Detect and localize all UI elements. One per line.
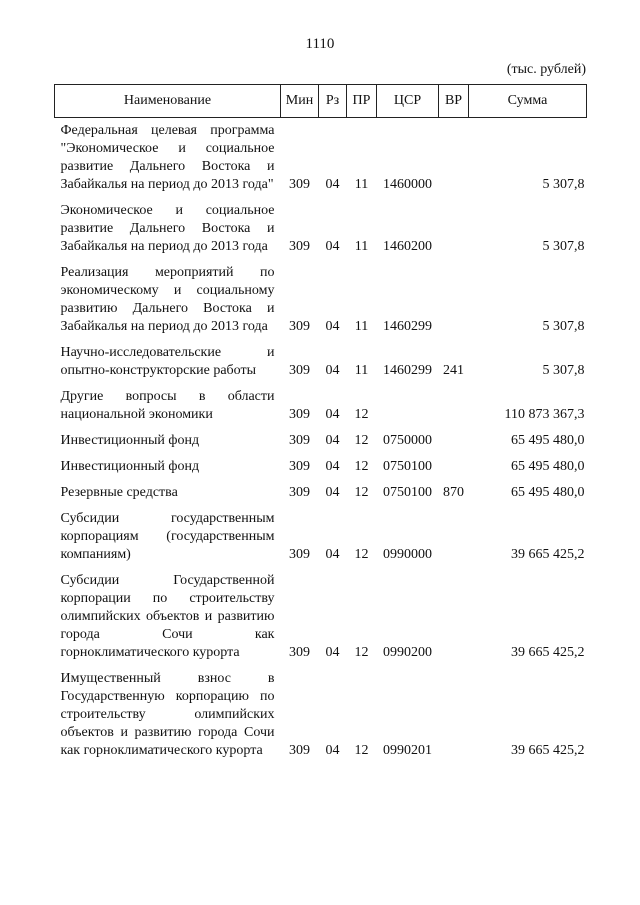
row-rz: 04 — [325, 363, 340, 378]
table-row — [55, 506, 587, 568]
row-min: 309 — [289, 459, 310, 474]
row-min: 309 — [289, 433, 310, 448]
row-pr: 12 — [354, 407, 369, 422]
table-row — [55, 480, 587, 506]
row-csr: 1460200 — [383, 239, 432, 254]
row-rz: 04 — [325, 239, 340, 254]
row-vr: 870 — [443, 485, 464, 500]
row-name: Другие вопросы в области национальной экономики — [60, 389, 275, 422]
row-rz: 04 — [325, 319, 340, 334]
page-number: 1110 — [305, 36, 335, 52]
table-row — [55, 118, 587, 199]
row-min: 309 — [289, 743, 310, 758]
row-name: Инвестиционный фонд — [60, 459, 200, 474]
table-row — [55, 260, 587, 340]
row-csr: 1460000 — [383, 177, 432, 192]
row-sum: 39 665 425,2 — [511, 547, 585, 562]
row-min: 309 — [289, 485, 310, 500]
row-name: Экономическое и социальное развитие Дальнего Востока и Забайкалья на период до 2013 года — [60, 203, 275, 254]
row-vr — [439, 118, 469, 199]
row-vr — [439, 568, 469, 666]
row-rz: 04 — [325, 459, 340, 474]
row-vr — [439, 454, 469, 480]
row-min: 309 — [289, 239, 310, 254]
header-pr: ПР — [347, 85, 377, 118]
header-rz: Рз — [319, 85, 347, 118]
row-pr: 11 — [354, 363, 369, 378]
row-csr: 0750000 — [383, 433, 432, 448]
row-csr: 0990201 — [383, 743, 432, 758]
table-row — [55, 340, 587, 384]
row-csr: 0990200 — [383, 645, 432, 660]
row-rz: 04 — [325, 433, 340, 448]
row-vr — [439, 666, 469, 764]
row-min: 309 — [289, 319, 310, 334]
row-pr: 12 — [354, 459, 369, 474]
table-row — [55, 666, 587, 764]
header-min: Мин — [281, 85, 319, 118]
table-row — [55, 428, 587, 454]
header-vr: ВР — [439, 85, 469, 118]
budget-table — [54, 84, 587, 764]
row-sum: 5 307,8 — [542, 177, 585, 192]
row-pr: 12 — [354, 547, 369, 562]
row-pr: 11 — [354, 319, 369, 334]
table-row — [55, 568, 587, 666]
row-name: Имущественный взнос в Государственную корпорацию по строительству олимпийских объектов и развитию города Сочи как горноклиматического курорта — [60, 671, 275, 758]
row-sum: 5 307,8 — [542, 239, 585, 254]
row-rz: 04 — [325, 645, 340, 660]
row-name: Федеральная целевая программа "Экономическое и социальное развитие Дальнего Востока и Забайкалья на период до 2013 года" — [60, 123, 275, 192]
row-csr — [377, 384, 439, 428]
row-csr: 1460299 — [383, 319, 432, 334]
row-sum: 5 307,8 — [542, 363, 585, 378]
row-vr: 241 — [443, 363, 464, 378]
table-header — [55, 85, 587, 118]
row-vr — [439, 198, 469, 260]
row-rz: 04 — [325, 743, 340, 758]
row-rz: 04 — [325, 177, 340, 192]
row-csr: 1460299 — [383, 363, 432, 378]
row-vr — [439, 384, 469, 428]
header-sum: Сумма — [469, 85, 587, 118]
row-rz: 04 — [325, 485, 340, 500]
row-name: Реализация мероприятий по экономическому и социальному развитию Дальнего Востока и Забайкалья на период до 2013 года — [60, 265, 275, 334]
row-pr: 12 — [354, 645, 369, 660]
row-sum: 65 495 480,0 — [511, 433, 585, 448]
row-name: Научно-исследовательские и опытно-конструкторские работы — [60, 345, 275, 378]
row-min: 309 — [289, 177, 310, 192]
row-sum: 39 665 425,2 — [511, 645, 585, 660]
table-row — [55, 198, 587, 260]
row-pr: 12 — [354, 743, 369, 758]
row-min: 309 — [289, 645, 310, 660]
row-csr: 0750100 — [383, 485, 432, 500]
units-label: (тыс. рублей) — [506, 62, 586, 77]
row-sum: 5 307,8 — [542, 319, 585, 334]
row-pr: 11 — [354, 239, 369, 254]
row-min: 309 — [289, 407, 310, 422]
row-vr — [439, 506, 469, 568]
row-rz: 04 — [325, 547, 340, 562]
row-vr — [439, 428, 469, 454]
row-sum: 65 495 480,0 — [511, 459, 585, 474]
row-pr: 12 — [354, 485, 369, 500]
row-sum: 39 665 425,2 — [511, 743, 585, 758]
row-pr: 12 — [354, 433, 369, 448]
header-csr: ЦСР — [377, 85, 439, 118]
row-name: Инвестиционный фонд — [60, 433, 200, 448]
row-name: Субсидии государственным корпорациям (государственным компаниям) — [60, 511, 275, 562]
row-sum: 65 495 480,0 — [511, 485, 585, 500]
row-vr — [439, 260, 469, 340]
row-csr: 0990000 — [383, 547, 432, 562]
row-sum: 110 873 367,3 — [504, 407, 585, 422]
header-name: Наименование — [55, 85, 281, 118]
row-pr: 11 — [354, 177, 369, 192]
row-rz: 04 — [325, 407, 340, 422]
table-row — [55, 454, 587, 480]
row-name: Резервные средства — [60, 485, 178, 500]
row-min: 309 — [289, 363, 310, 378]
table-row — [55, 384, 587, 428]
row-csr: 0750100 — [383, 459, 432, 474]
row-name: Субсидии Государственной корпорации по строительству олимпийских объектов и развитию города Сочи как горноклиматического курорта — [60, 573, 275, 660]
row-min: 309 — [289, 547, 310, 562]
